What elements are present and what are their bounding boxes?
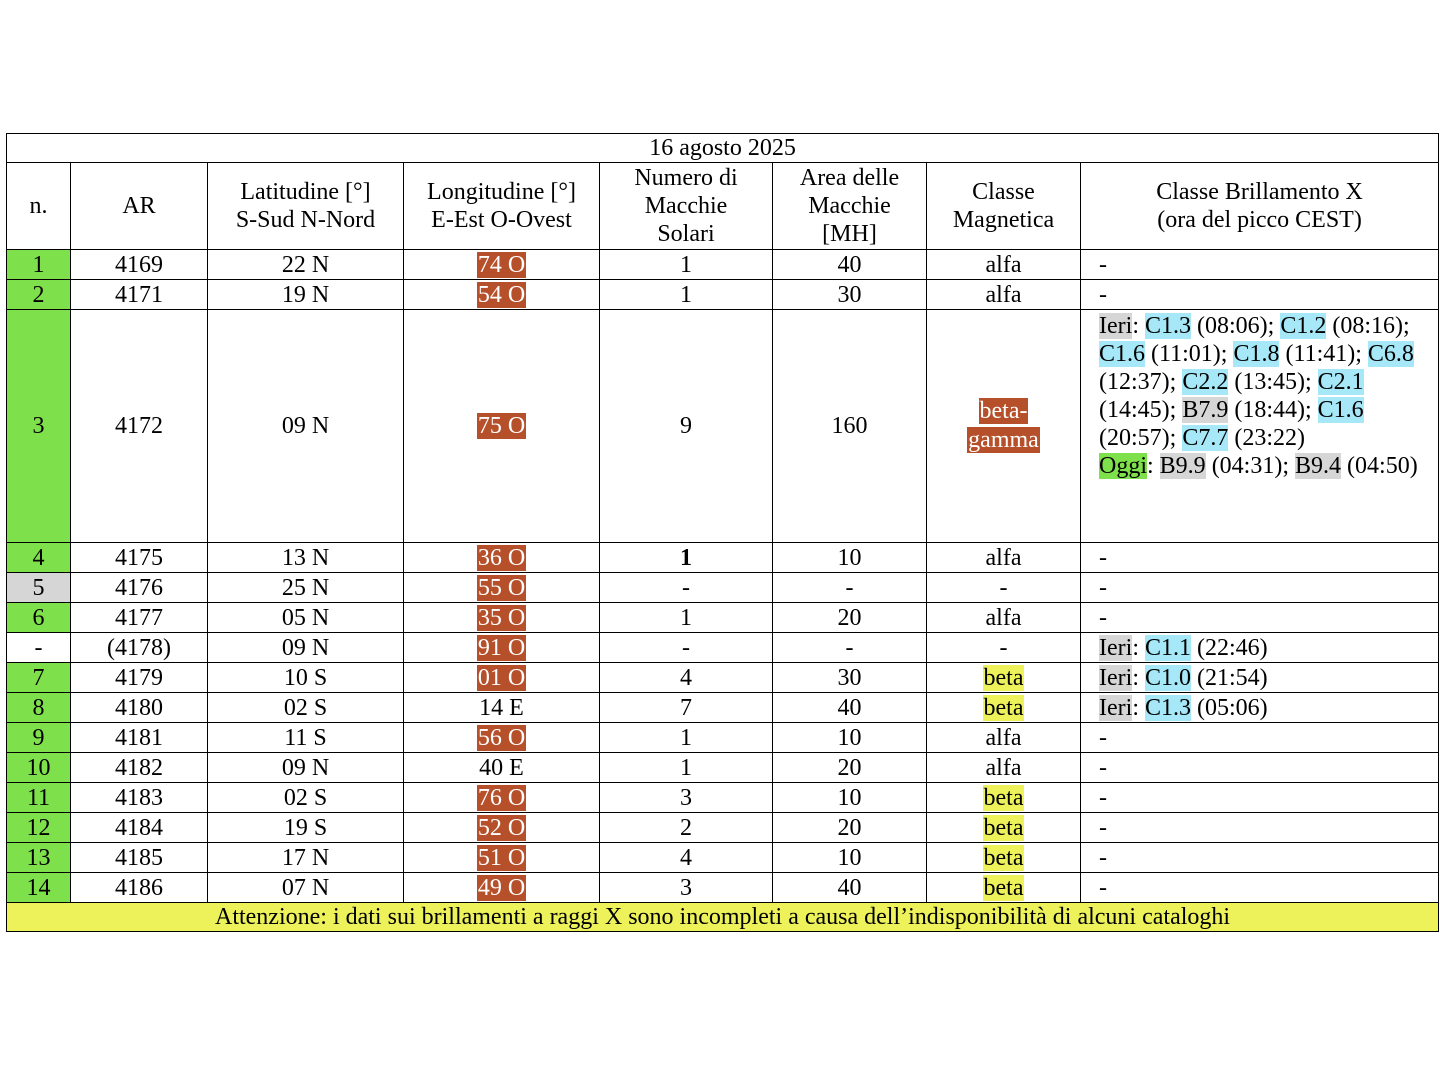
cell-magnetic-class: alfa [927,543,1081,573]
cell-longitude: 36 O [404,543,600,573]
cell-magnetic-class: beta [927,813,1081,843]
cell-sunspot-count: - [600,573,773,603]
cell-sunspot-count: 1 [600,543,773,573]
cell-magnetic-class: beta [927,873,1081,903]
cell-latitude: 09 N [208,633,404,663]
cell-flare: - [1081,783,1439,813]
cell-latitude: 11 S [208,723,404,753]
cell-sunspot-area: 40 [773,873,927,903]
cell-latitude: 02 S [208,693,404,723]
header-sunspot-area: Area delle Macchie [MH] [773,163,927,250]
cell-magnetic-class: alfa [927,603,1081,633]
cell-magnetic-class: - [927,633,1081,663]
cell-longitude: 51 O [404,843,600,873]
table-row [7,543,1439,573]
table-row [7,280,1439,310]
cell-ar: 4181 [71,723,208,753]
cell-sunspot-count: - [600,633,773,663]
sunspot-table [6,133,1439,932]
cell-n: 3 [7,310,71,543]
cell-ar: 4172 [71,310,208,543]
cell-n: 7 [7,663,71,693]
cell-latitude: 09 N [208,310,404,543]
cell-ar: 4184 [71,813,208,843]
table-row [7,663,1439,693]
table-row [7,753,1439,783]
cell-flare: - [1081,873,1439,903]
cell-sunspot-count: 1 [600,250,773,280]
cell-n: 5 [7,573,71,603]
cell-n: 4 [7,543,71,573]
cell-n: 13 [7,843,71,873]
cell-ar: 4182 [71,753,208,783]
cell-longitude: 40 E [404,753,600,783]
header-flare-class: Classe Brillamento X (ora del picco CEST) [1081,163,1439,250]
cell-n: 8 [7,693,71,723]
cell-sunspot-count: 3 [600,783,773,813]
header-latitude: Latitudine [°] S-Sud N-Nord [208,163,404,250]
cell-sunspot-area: 30 [773,663,927,693]
cell-magnetic-class: beta [927,783,1081,813]
cell-sunspot-area: 30 [773,280,927,310]
cell-sunspot-area: 10 [773,543,927,573]
cell-longitude: 54 O [404,280,600,310]
footer-warning: Attenzione: i dati sui brillamenti a raggi X sono incompleti a causa dell’indisponibilità di alcuni cataloghi [7,903,1439,932]
cell-ar: 4171 [71,280,208,310]
cell-longitude: 35 O [404,603,600,633]
cell-ar: 4177 [71,603,208,633]
cell-sunspot-area: - [773,633,927,663]
cell-longitude: 01 O [404,663,600,693]
cell-ar: 4185 [71,843,208,873]
cell-ar: 4179 [71,663,208,693]
cell-sunspot-area: 160 [773,310,927,543]
header-longitude: Longitudine [°] E-Est O-Ovest [404,163,600,250]
cell-sunspot-count: 4 [600,843,773,873]
cell-longitude: 74 O [404,250,600,280]
cell-ar: 4169 [71,250,208,280]
table-row [7,633,1439,663]
table-row [7,310,1439,543]
cell-magnetic-class: beta [927,663,1081,693]
cell-n: 14 [7,873,71,903]
cell-n: 11 [7,783,71,813]
cell-latitude: 22 N [208,250,404,280]
cell-longitude: 55 O [404,573,600,603]
cell-ar: 4175 [71,543,208,573]
cell-flare: - [1081,843,1439,873]
cell-n: 12 [7,813,71,843]
table-row [7,603,1439,633]
cell-latitude: 07 N [208,873,404,903]
cell-flare: - [1081,250,1439,280]
cell-flare: Ieri: C1.1 (22:46) [1081,633,1439,663]
cell-ar: (4178) [71,633,208,663]
cell-sunspot-area: 40 [773,693,927,723]
cell-longitude: 52 O [404,813,600,843]
cell-sunspot-count: 9 [600,310,773,543]
cell-latitude: 13 N [208,543,404,573]
cell-sunspot-area: 10 [773,783,927,813]
cell-ar: 4183 [71,783,208,813]
cell-magnetic-class: beta [927,843,1081,873]
cell-latitude: 25 N [208,573,404,603]
header-n: n. [7,163,71,250]
table-title: 16 agosto 2025 [7,134,1439,163]
cell-magnetic-class: - [927,573,1081,603]
cell-sunspot-area: 10 [773,843,927,873]
cell-sunspot-count: 3 [600,873,773,903]
cell-latitude: 10 S [208,663,404,693]
cell-n: 2 [7,280,71,310]
cell-magnetic-class: alfa [927,250,1081,280]
cell-n: 9 [7,723,71,753]
cell-sunspot-count: 2 [600,813,773,843]
cell-flare: - [1081,543,1439,573]
cell-flare: Ieri: C1.0 (21:54) [1081,663,1439,693]
cell-n: - [7,633,71,663]
cell-flare: - [1081,753,1439,783]
cell-latitude: 19 N [208,280,404,310]
cell-sunspot-area: 20 [773,603,927,633]
cell-magnetic-class: beta [927,693,1081,723]
cell-sunspot-area: 20 [773,753,927,783]
table-row [7,250,1439,280]
cell-flare: - [1081,280,1439,310]
cell-magnetic-class: alfa [927,723,1081,753]
cell-ar: 4186 [71,873,208,903]
cell-flare: - [1081,603,1439,633]
cell-latitude: 17 N [208,843,404,873]
cell-longitude: 76 O [404,783,600,813]
cell-sunspot-count: 1 [600,723,773,753]
header-ar: AR [71,163,208,250]
table-row [7,843,1439,873]
cell-sunspot-area: 20 [773,813,927,843]
cell-magnetic-class: alfa [927,753,1081,783]
cell-latitude: 02 S [208,783,404,813]
cell-n: 10 [7,753,71,783]
header-magnetic-class: Classe Magnetica [927,163,1081,250]
cell-sunspot-area: - [773,573,927,603]
cell-latitude: 19 S [208,813,404,843]
cell-n: 6 [7,603,71,633]
table-row [7,873,1439,903]
cell-ar: 4180 [71,693,208,723]
table-row [7,693,1439,723]
cell-latitude: 05 N [208,603,404,633]
header-sunspot-count: Numero di Macchie Solari [600,163,773,250]
cell-ar: 4176 [71,573,208,603]
cell-flare: Ieri: C1.3 (08:06); C1.2 (08:16); C1.6 (11:01); C1.8 (11:41); C6.8 (12:37); C2.2 (13:45); C2.1 (14:45); B7.9 (18:44); C1.6 (20:57); C7.7 (23:22) Oggi: B9.9 (04:31); B9.4 (04:50) [1081,310,1439,543]
cell-sunspot-area: 40 [773,250,927,280]
cell-sunspot-count: 1 [600,603,773,633]
cell-longitude: 14 E [404,693,600,723]
cell-sunspot-count: 4 [600,663,773,693]
cell-magnetic-class: beta- gamma [927,310,1081,543]
cell-longitude: 91 O [404,633,600,663]
cell-n: 1 [7,250,71,280]
table-row [7,573,1439,603]
cell-sunspot-area: 10 [773,723,927,753]
cell-longitude: 56 O [404,723,600,753]
cell-longitude: 75 O [404,310,600,543]
cell-flare: - [1081,813,1439,843]
cell-sunspot-count: 7 [600,693,773,723]
cell-sunspot-count: 1 [600,280,773,310]
cell-magnetic-class: alfa [927,280,1081,310]
cell-sunspot-count: 1 [600,753,773,783]
cell-flare: Ieri: C1.3 (05:06) [1081,693,1439,723]
cell-flare: - [1081,723,1439,753]
table-row [7,783,1439,813]
cell-latitude: 09 N [208,753,404,783]
table-row [7,813,1439,843]
table-row [7,723,1439,753]
cell-longitude: 49 O [404,873,600,903]
cell-flare: - [1081,573,1439,603]
